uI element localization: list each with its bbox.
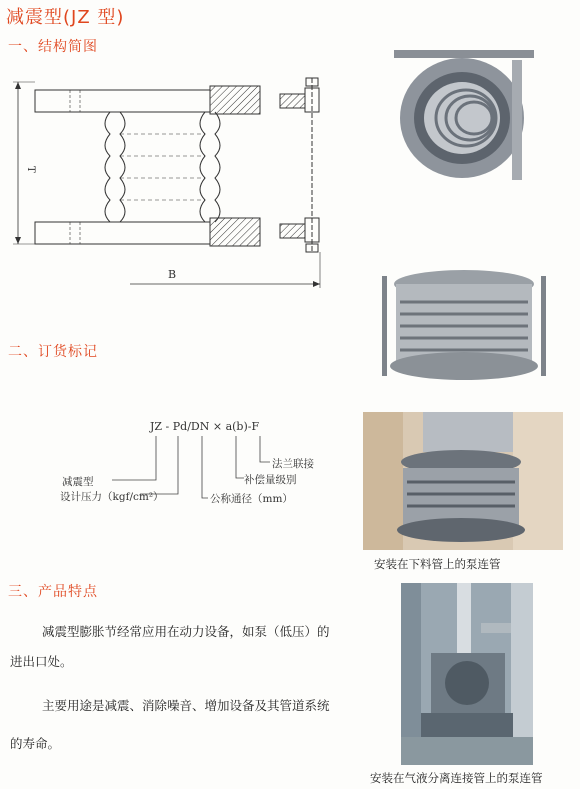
install-caption-1: 安装在下料管上的泵连管 xyxy=(374,557,501,571)
label-b: B xyxy=(168,268,177,281)
install-photo-1 xyxy=(363,412,563,550)
dimension-b xyxy=(130,252,320,288)
label-compensation: 补偿量级别 xyxy=(244,474,297,486)
features-p1-line2: 进出口处。 xyxy=(10,654,73,669)
install-caption-2: 安装在气液分离连接管上的泵连管 xyxy=(370,771,543,785)
tie-rod xyxy=(306,78,318,252)
dimension-t xyxy=(13,82,35,244)
install-photo-2 xyxy=(401,583,533,765)
page-title: 减震型(JZ 型) xyxy=(6,7,125,28)
label-pressure: 设计压力（kgf/cm²） xyxy=(60,491,164,503)
features-p2-line1: 主要用途是减震、消除噪音、增加设备及其管道系统 xyxy=(42,698,330,713)
bottom-flange xyxy=(35,218,319,246)
top-flange xyxy=(35,86,319,114)
section-features-heading: 三、产品特点 xyxy=(8,584,98,600)
label-flange: 法兰联接 xyxy=(272,458,314,470)
features-p2-line2: 的寿命。 xyxy=(10,736,61,751)
label-t: T xyxy=(25,166,36,173)
section-structure-heading: 一、结构简图 xyxy=(8,39,98,55)
label-type: 减震型 xyxy=(62,476,94,488)
features-p1-line1: 减震型膨胀节经常应用在动力设备，如泵（低压）的 xyxy=(42,624,330,639)
bellows xyxy=(105,112,220,222)
product-photo-2 xyxy=(374,262,554,392)
label-diameter: 公称通径（mm） xyxy=(210,493,293,505)
structure-diagram xyxy=(10,72,350,297)
section-order-heading: 二、订货标记 xyxy=(8,344,98,360)
order-code: JZ - Pd/DN × a(b)-F xyxy=(150,420,260,433)
product-photo-1 xyxy=(384,40,540,190)
